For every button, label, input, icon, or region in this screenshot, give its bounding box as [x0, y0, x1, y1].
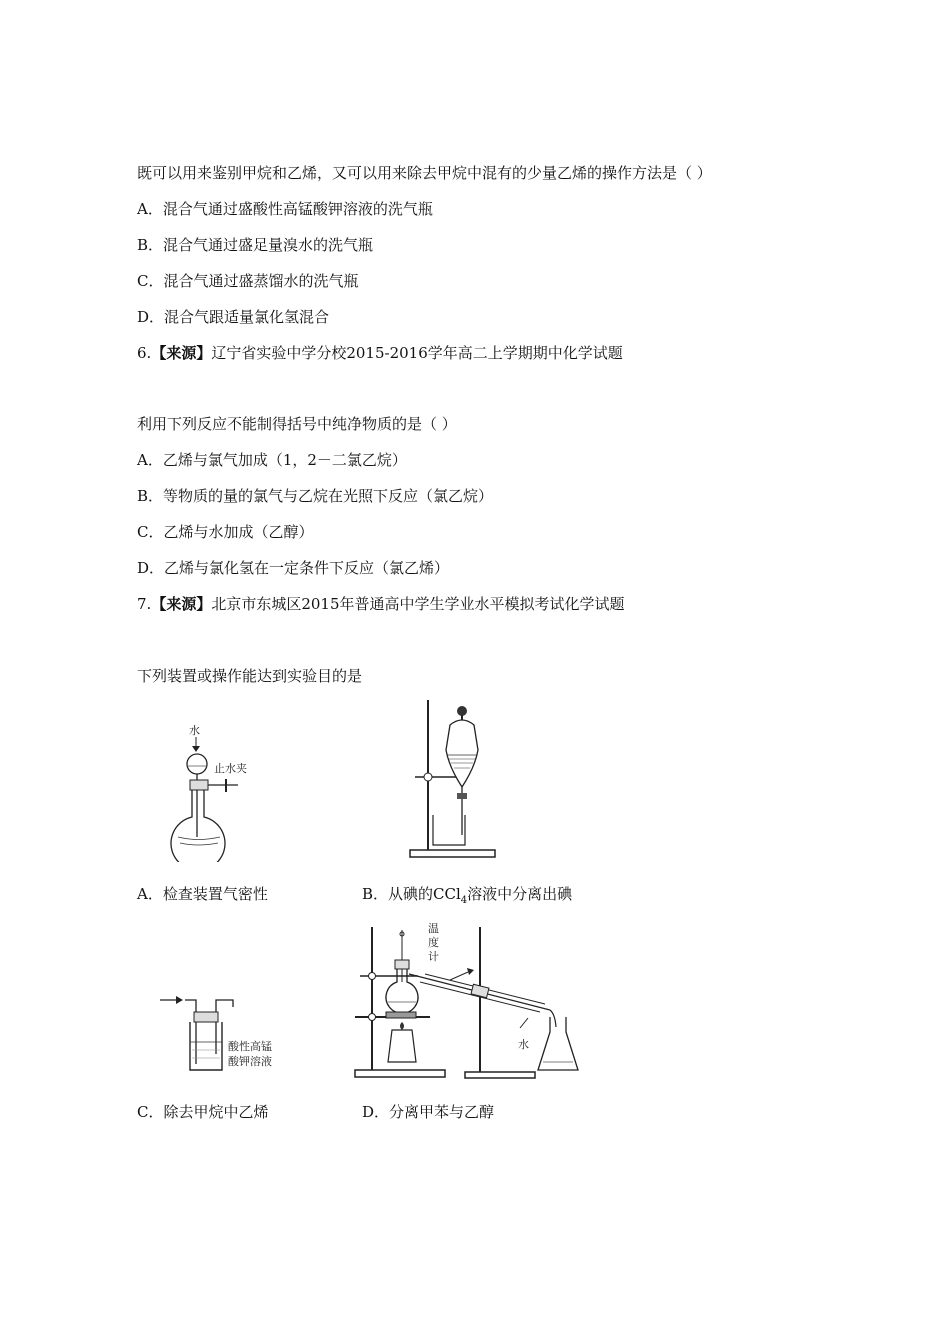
figure-d-thermometer-label-2: 度 — [428, 936, 439, 949]
q5-option-b: B．混合气通过盛足量溴水的洗气瓶 — [137, 236, 374, 254]
figure-c-caption: C．除去甲烷中乙烯 — [137, 1103, 269, 1121]
figure-a-water-label: 水 — [189, 724, 200, 737]
figure-a-airtightness — [170, 722, 280, 862]
figure-b-separatory-funnel — [405, 695, 505, 860]
figure-c-solution-label-2: 酸钾溶液 — [228, 1055, 272, 1068]
q6-option-b: B．等物质的量的氯气与乙烷在光照下反应（氯乙烷） — [137, 487, 494, 505]
figure-c-solution-label-1: 酸性高锰 — [228, 1040, 272, 1053]
figure-c-gas-washing-bottle — [158, 992, 283, 1082]
q6-source-line — [137, 343, 623, 363]
q5-option-a: A．混合气通过盛酸性高锰酸钾溶液的洗气瓶 — [137, 200, 433, 218]
figure-b-caption — [362, 884, 572, 911]
q6-option-a: A．乙烯与氯气加成（1，2－二氯乙烷） — [137, 451, 407, 469]
figure-d-thermometer-label-3: 计 — [428, 950, 439, 963]
figure-b-caption-suffix: 溶液中分离出碘 — [467, 885, 573, 903]
figure-d-caption: D．分离甲苯与乙醇 — [362, 1103, 495, 1121]
q7-source-text: 北京市东城区2015年普通高中学生学业水平模拟考试化学试题 — [211, 595, 625, 613]
figure-d-water-label: 水 — [518, 1038, 529, 1051]
q6-source-tag: 【来源】 — [151, 344, 212, 362]
q7-source-line — [137, 594, 625, 614]
figure-a-clamp-label: 止水夹 — [214, 762, 247, 775]
q6-source-text: 辽宁省实验中学分校2015-2016学年高二上学期期中化学试题 — [211, 344, 623, 362]
figure-d-thermometer-label-1: 温 — [428, 922, 439, 935]
figure-b-caption-prefix: B．从碘的CCl — [362, 885, 461, 903]
q5-option-c: C．混合气通过盛蒸馏水的洗气瓶 — [137, 272, 359, 290]
q6-stem: 利用下列反应不能制得括号中纯净物质的是（ ） — [137, 415, 457, 433]
q6-number: 6. — [137, 344, 152, 362]
figure-d-distillation — [350, 922, 590, 1082]
q7-stem: 下列装置或操作能达到实验目的是 — [137, 667, 363, 685]
q5-option-d: D．混合气跟适量氯化氢混合 — [137, 308, 330, 326]
q6-option-c: C．乙烯与水加成（乙醇） — [137, 523, 314, 541]
q7-number: 7. — [137, 595, 152, 613]
q6-option-d: D．乙烯与氯化氢在一定条件下反应（氯乙烯） — [137, 559, 450, 577]
q5-stem: 既可以用来鉴别甲烷和乙烯，又可以用来除去甲烷中混有的少量乙烯的操作方法是（ ） — [137, 164, 712, 182]
figure-a-caption: A．检查装置气密性 — [137, 885, 268, 903]
figure-b-caption-subscript: 4 — [460, 895, 468, 906]
q7-source-tag: 【来源】 — [151, 595, 212, 613]
